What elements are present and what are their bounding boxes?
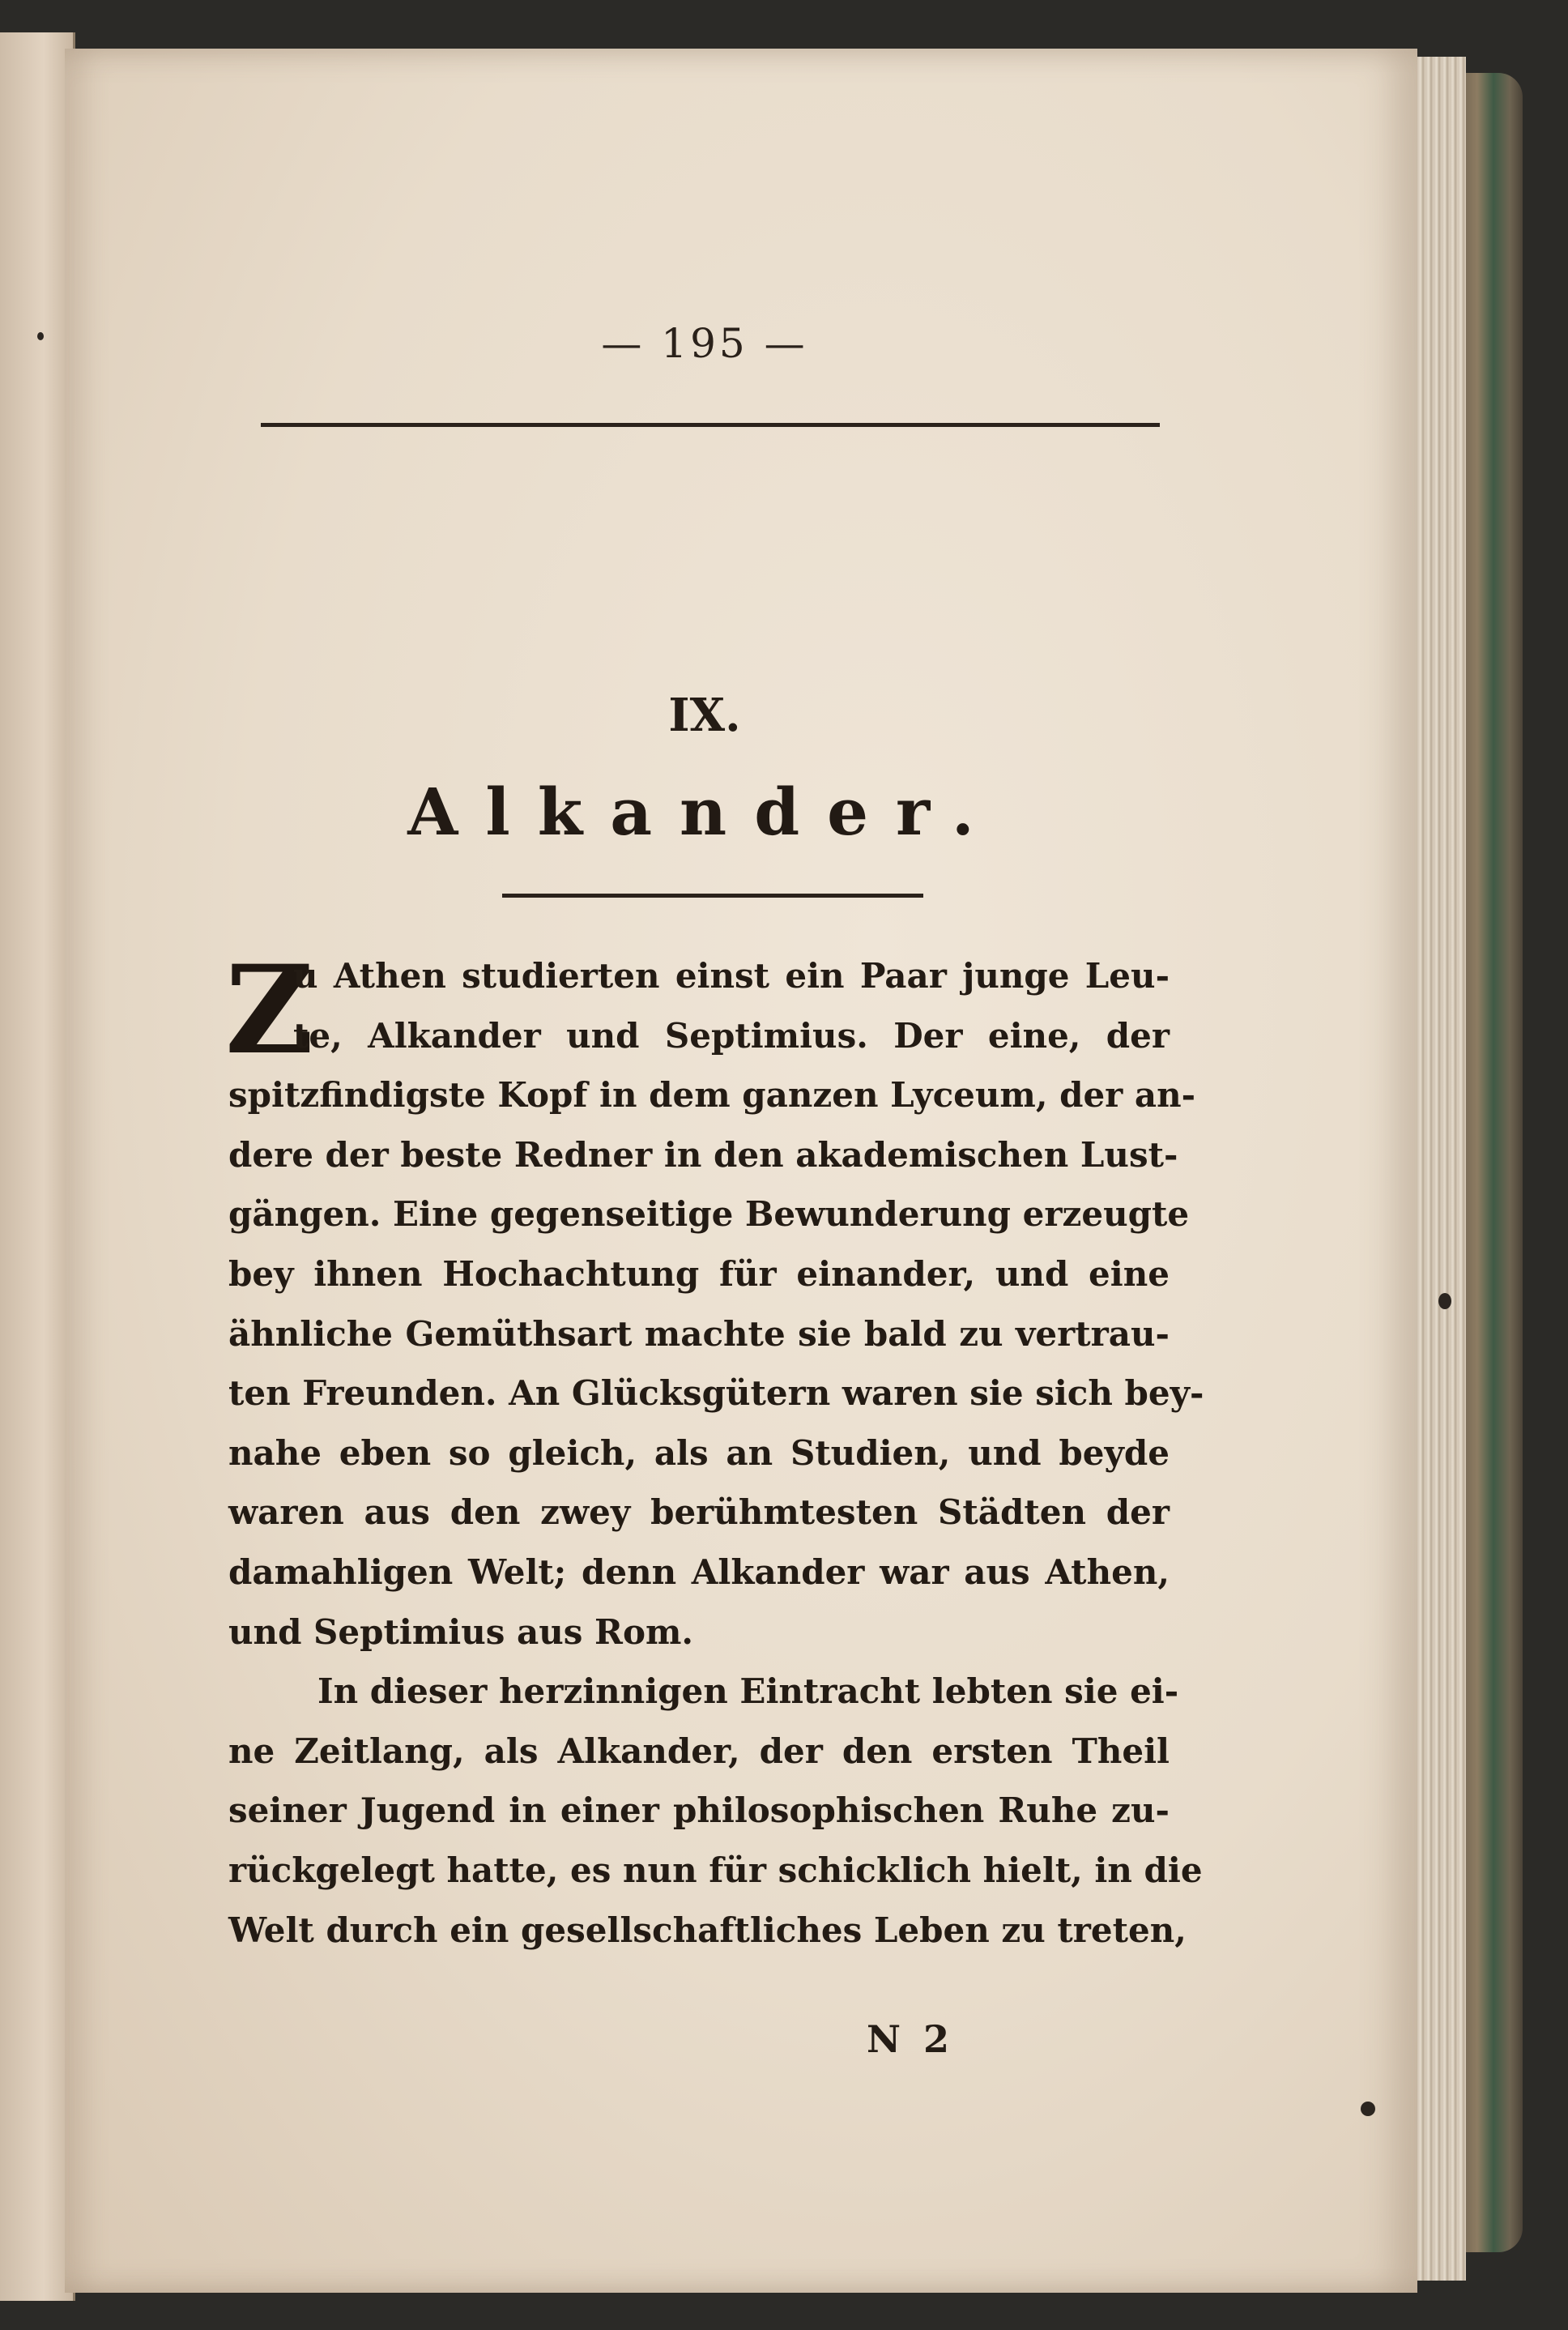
- body-text: [228, 946, 1204, 1960]
- chapter-title: Alkander.: [407, 774, 1002, 850]
- text-line: seiner Jugend in einer philosophischen Ruhe zu-: [228, 1790, 1170, 1831]
- text-line: ähnliche Gemüthsart machte sie bald zu vertrau-: [228, 1313, 1170, 1354]
- text-line: Welt durch ein gesellschaftliches Leben zu treten,: [228, 1910, 1187, 1950]
- text-line: te, Alkander und Septimius. Der eine, der: [293, 1015, 1170, 1056]
- signature-mark: N 2: [867, 2017, 955, 2061]
- text-line: ten Freunden. An Glücksgütern waren sie sich bey-: [228, 1373, 1204, 1414]
- text-line: dere der beste Redner in den akademischen Lust-: [228, 1134, 1178, 1175]
- text-line: In dieser herzinnigen Eintracht lebten sie ei-: [317, 1671, 1179, 1712]
- ink-spot: [37, 332, 44, 340]
- ink-spot: [1438, 1293, 1451, 1309]
- title-rule: [502, 894, 923, 898]
- text-line: ne Zeitlang, als Alkander, der den ersten Theil: [228, 1730, 1170, 1771]
- text-line: spitzfindigste Kopf in dem ganzen Lyceum, der an-: [228, 1075, 1196, 1116]
- text-line: rückgelegt hatte, es nun für schicklich hielt, in die: [228, 1850, 1203, 1890]
- chapter-number: IX.: [668, 689, 741, 742]
- text-line: u Athen studierten einst ein Paar junge Leu-: [293, 956, 1170, 996]
- book-cover-edge: [1458, 73, 1523, 2252]
- text-line: gängen. Eine gegenseitige Bewunderung erzeugte: [228, 1194, 1190, 1235]
- ink-spot: [1361, 2102, 1375, 2116]
- text-line: und Septimius aus Rom.: [228, 1611, 694, 1652]
- drop-cap: Z: [225, 939, 314, 1082]
- page-number: — 195 —: [601, 320, 808, 367]
- text-line: waren aus den zwey berühmtesten Städten der: [228, 1492, 1170, 1533]
- text-line: bey ihnen Hochachtung für einander, und eine: [228, 1253, 1170, 1294]
- header-rule: [261, 423, 1160, 427]
- text-line: damahligen Welt; denn Alkander war aus Athen,: [228, 1551, 1170, 1592]
- text-line: nahe eben so gleich, als an Studien, und beyde: [228, 1432, 1170, 1473]
